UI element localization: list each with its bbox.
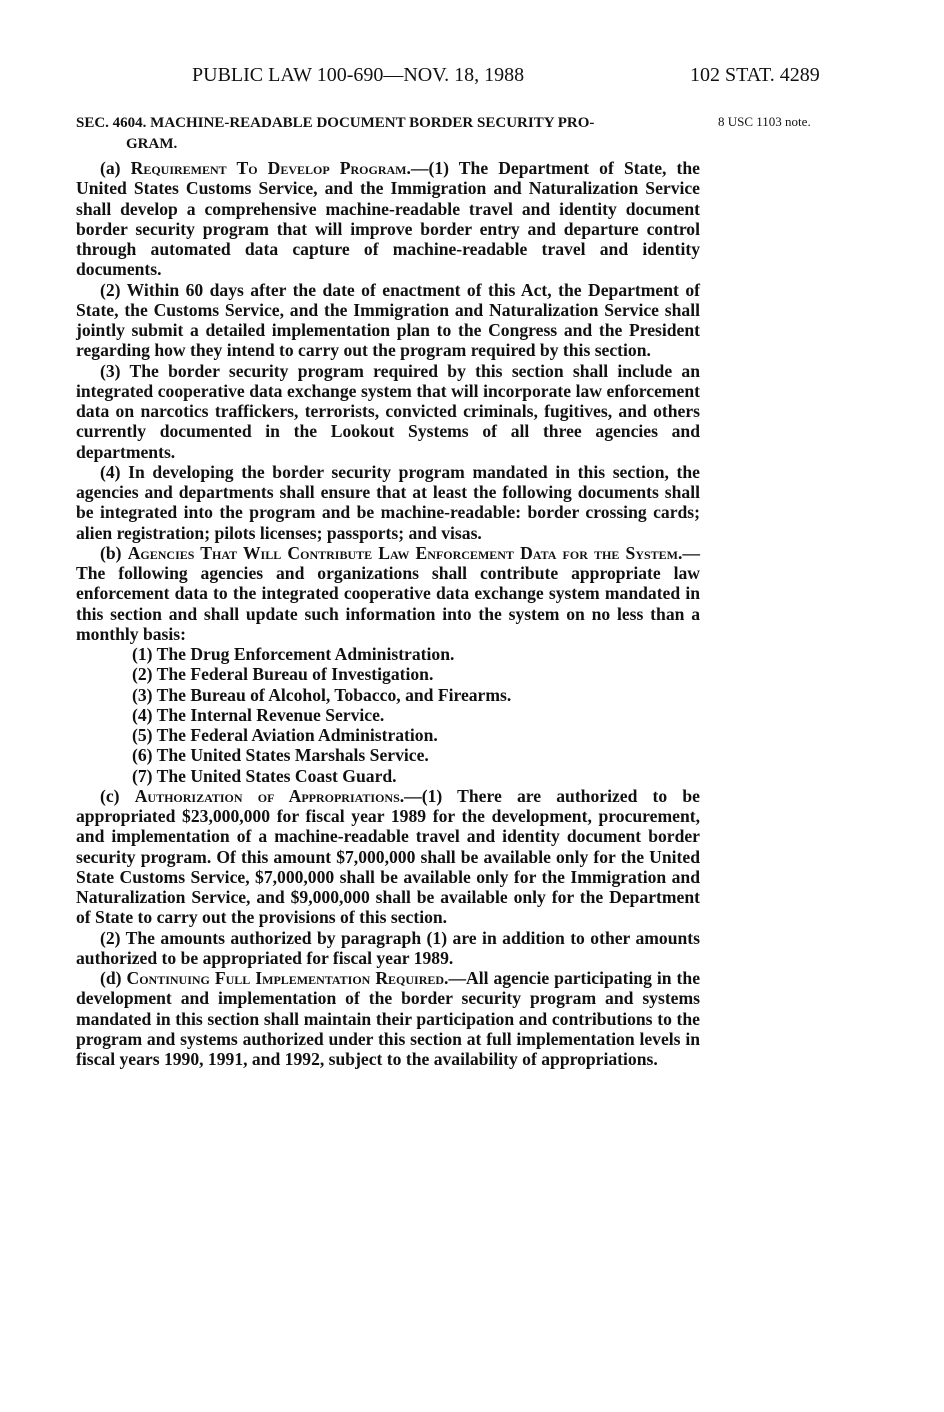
subsection-c-heading: Authorization of Appropriations.: [134, 785, 405, 806]
subsection-d-text: —All agencie participating in the development and implementation of the border security program and systems mandated in this section shall maintain their participation and contributions to the program and systems authorized under this section at full implementation levels in fiscal years 1990, 1991, and 1992, subject to the availability of appropriations.: [76, 968, 701, 1069]
list-item: (3) The Bureau of Alcohol, Tobacco, and Firearms.: [132, 684, 512, 705]
section-heading: [76, 113, 700, 155]
document-body: [76, 158, 700, 1069]
running-title: PUBLIC LAW 100-690—NOV. 18, 1988: [192, 64, 525, 86]
section-heading-line2: GRAM.: [126, 136, 178, 152]
subsection-a-para-3: (3) The border security program required by this section shall include an integrated cooperative data exchange system that will incorporate law enforcement data on narcotics traffickers, terrorists, convicted criminals, fugitives, and others currently documented in the Lookout Systems of all three agencies and departments.: [76, 360, 700, 462]
subsection-c-label: (c): [100, 785, 135, 806]
list-item: (5) The Federal Aviation Administration.: [132, 725, 438, 745]
list-item: (2) The Federal Bureau of Investigation.: [132, 664, 434, 685]
subsection-c-para-2: (2) The amounts authorized by paragraph (1) are in addition to other amounts authorized to be appropriated for fiscal year 1989.: [76, 927, 700, 968]
subsection-a-label: (a): [100, 158, 131, 178]
subsection-a-para-4: (4) In developing the border security program mandated in this section, the agencies and departments shall ensure that at least the following documents shall be integrated into the program and be machine-readable: border crossing cards; alien registration; pilots licenses; passports; and visas.: [76, 461, 700, 543]
page-header: [0, 64, 944, 92]
subsection-b-label: (b): [100, 542, 128, 563]
subsection-b-para: [76, 543, 700, 644]
subsection-d-para: [76, 968, 700, 1069]
subsection-c-text-1: —(1) There are authorized to be appropriated $23,000,000 for fiscal year 1989 for the development, procurement, and implementation of a machine-readable travel and identity document border security program. Of this amount $7,000,000 shall be available only for the United State Customs Service, $7,000,000 shall be available only for the Immigration and Naturalization Service, and $9,000,000 shall be available only for the Department of State to carry out the provisions of this section.: [76, 785, 700, 928]
subsection-d-label: (d): [100, 968, 127, 988]
subsection-a-para-2: (2) Within 60 days after the date of enactment of this Act, the Department of State, the Customs Service, and the Immigration and Naturalization Service shall jointly submit a detailed implementation plan to the Congress and the President regarding how they intend to carry out the program required by this section.: [76, 279, 700, 361]
margin-note: 8 USC 1103 note.: [718, 114, 811, 129]
list-item: (7) The United States Coast Guard.: [132, 765, 397, 786]
list-item: (6) The United States Marshals Service.: [132, 745, 429, 766]
subsection-a-text-1: —(1) The Department of State, the United States Customs Service, and the Immigration and Naturalization Service shall develop a comprehensive machine-readable travel and identity document border security program that will improve border entry and departure control through automated data capture of machine-readable travel and identity documents.: [76, 158, 700, 280]
subsection-b-heading: Agencies That Will Contribute Law Enforcement Data for the System.: [127, 542, 683, 563]
agency-list: [76, 644, 700, 786]
section-heading-line1: SEC. 4604. MACHINE-READABLE DOCUMENT BORDER SECURITY PRO-: [76, 115, 595, 131]
subsection-c-para-1: [76, 786, 700, 928]
subsection-a-para-1: [76, 158, 700, 280]
list-item: (4) The Internal Revenue Service.: [132, 704, 385, 725]
subsection-d-heading: Continuing Full Implementation Required.: [126, 968, 449, 988]
subsection-a-heading: Requirement To Develop Program.: [130, 158, 411, 178]
stat-reference: 102 STAT. 4289: [690, 64, 820, 86]
list-item: (1) The Drug Enforcement Administration.: [132, 644, 455, 664]
subsection-b-text: —The following agencies and organizations shall contribute appropriate law enforcement data to the integrated cooperative data exchange system mandated in this section and shall update such information into the system on no less than a monthly basis:: [76, 542, 701, 644]
